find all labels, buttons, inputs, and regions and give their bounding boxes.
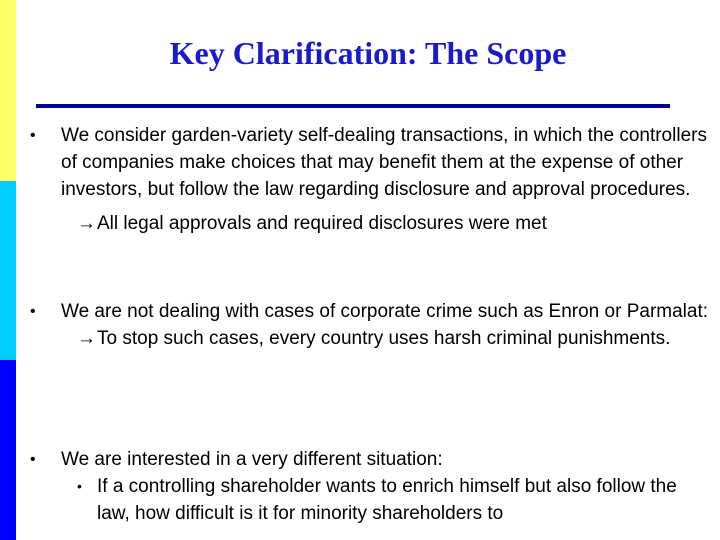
sub-item-text: To stop such cases, every country uses harsh criminal punishments. [97, 328, 671, 349]
sub-bullet-marker: • [77, 478, 82, 494]
bullet-text: We are interested in a very different situation: [61, 449, 443, 470]
sub-item [75, 473, 697, 527]
sub-item-text: If a controlling shareholder wants to enrich himself but also follow the law, how difficult is it for minority shareholders to [97, 476, 677, 524]
sub-item [77, 325, 697, 352]
bullet-marker: • [30, 451, 36, 468]
sub-item [77, 210, 697, 237]
bullet-item [30, 446, 720, 527]
bullet-item [30, 298, 720, 352]
arrow-icon: → [77, 328, 96, 349]
arrow-icon: → [77, 213, 96, 234]
bullet-text: We are not dealing with cases of corporate crime such as Enron or Parmalat: [61, 301, 709, 322]
slide-title: Key Clarification: The Scope [169, 35, 567, 71]
sub-item-text: All legal approvals and required disclosures were met [97, 213, 547, 234]
bullet-marker: • [30, 303, 36, 320]
bullet-text: We consider garden-variety self-dealing transactions, in which the controllers of companies make choices that may benefit them at the expense of other investors, but follow the law regarding disclosure and approval procedures. [61, 125, 707, 200]
bullet-marker: • [30, 127, 36, 144]
bullet-item [30, 122, 720, 237]
